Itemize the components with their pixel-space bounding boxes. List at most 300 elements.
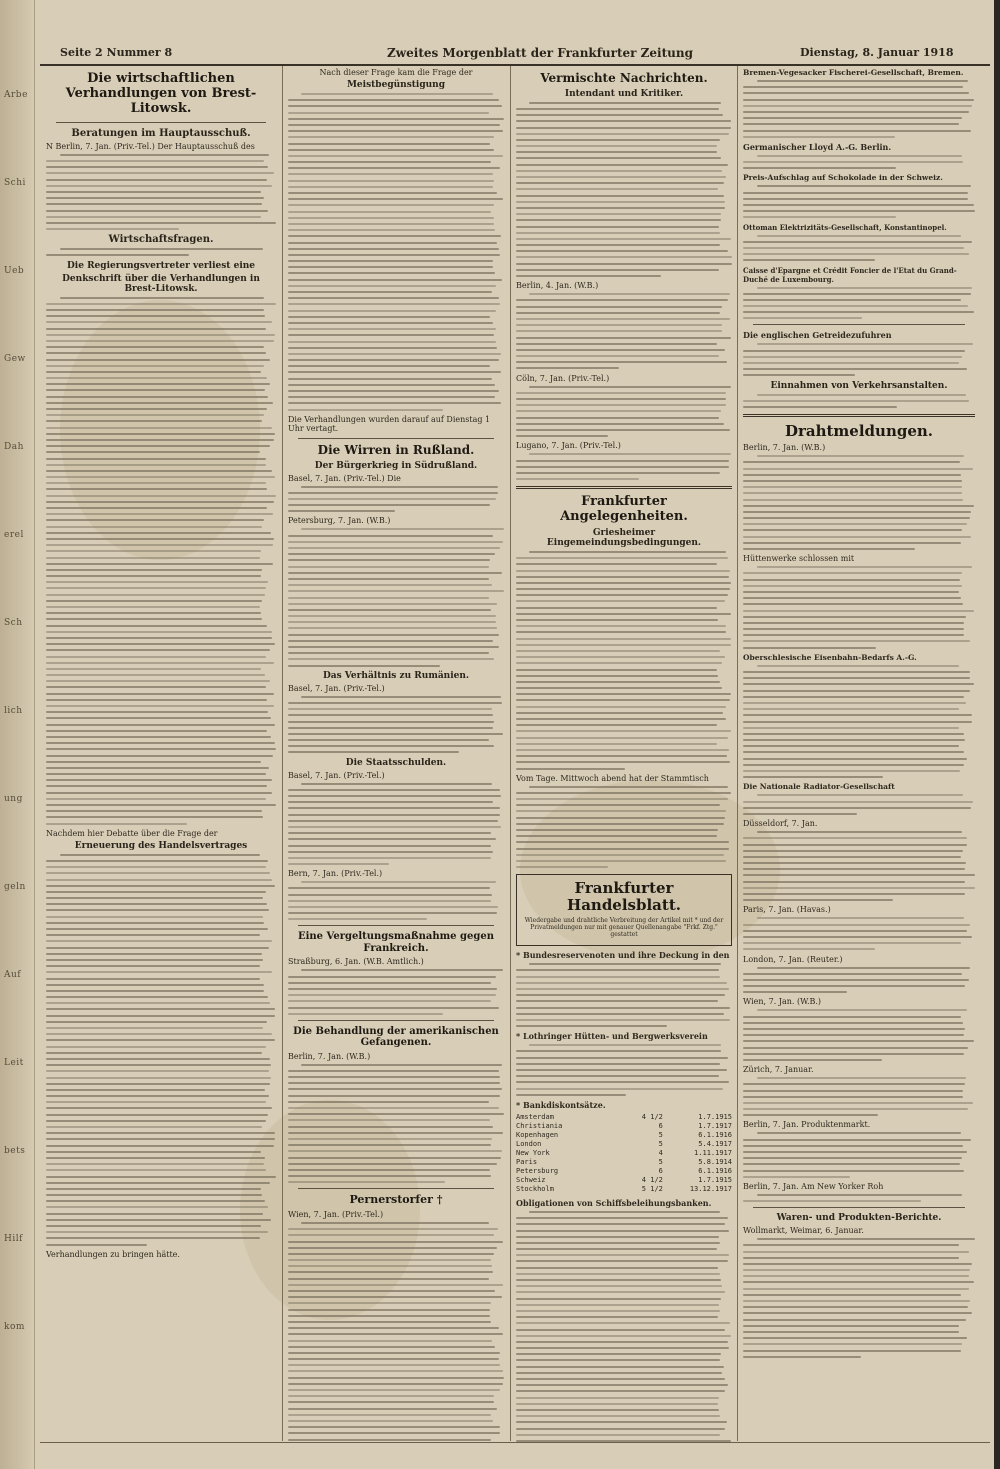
text-line: [743, 991, 847, 993]
text-line: [516, 1248, 717, 1250]
text-line: [46, 222, 276, 224]
text-line: [46, 1182, 270, 1184]
text-line: [46, 501, 274, 503]
item-heading: Die englischen Getreidezufuhren: [743, 330, 892, 341]
text-line: [743, 1350, 961, 1352]
text-line: [516, 151, 717, 153]
text-line: [288, 603, 497, 605]
text-line: [516, 1366, 724, 1368]
text-line: [288, 597, 489, 599]
text-line: [529, 386, 731, 388]
text-line: [288, 279, 502, 281]
text-line: [516, 1000, 718, 1002]
text-line: [46, 1120, 266, 1122]
text-line: [743, 1040, 974, 1042]
text-line: [288, 229, 495, 231]
body-text-block: [288, 486, 504, 513]
text-line: [288, 1377, 504, 1379]
text-line: [46, 1039, 275, 1041]
text-line: [46, 1070, 269, 1072]
text-line: [288, 1358, 499, 1360]
body-text-block: [743, 343, 975, 376]
text-line: [516, 120, 731, 122]
binding-fragment: Schi: [4, 178, 26, 188]
text-line: [46, 1194, 262, 1196]
text-line: [288, 553, 495, 555]
text-line: [743, 758, 967, 760]
text-line: [301, 696, 501, 698]
text-line: [288, 627, 497, 629]
text-line: [288, 1420, 493, 1422]
text-line: [46, 717, 271, 719]
text-line: [516, 563, 717, 565]
text-line: [743, 844, 967, 846]
text-line: [46, 730, 267, 732]
text-line: [46, 334, 275, 336]
text-line: [288, 149, 494, 151]
dateline: Paris, 7. Jan. (Havas.): [743, 905, 831, 915]
text-line: [288, 1228, 498, 1230]
text-line: [288, 1401, 494, 1403]
text-line: [288, 402, 501, 404]
body-text-block: [743, 394, 975, 408]
text-line: [743, 572, 962, 574]
body-text-block: [516, 1211, 732, 1443]
text-line: [743, 204, 974, 206]
text-line: [743, 1090, 963, 1092]
text-line: [46, 464, 266, 466]
text-line: [288, 248, 499, 250]
text-line: [516, 343, 717, 345]
table-cell: 5: [658, 1139, 663, 1148]
binding-fragment: lich: [4, 706, 23, 716]
text-line: [743, 1114, 878, 1116]
text-line: [516, 638, 731, 640]
text-line: [516, 1372, 722, 1374]
text-line: [516, 355, 719, 357]
text-line: [516, 219, 721, 221]
text-line: [516, 1069, 727, 1071]
text-line: [743, 161, 963, 163]
text-line: [743, 511, 971, 513]
text-line: [743, 708, 959, 710]
text-line: [516, 1353, 721, 1355]
text-line: [288, 1327, 499, 1329]
text-line: [743, 622, 964, 624]
handelsblatt-tagline: Wiedergabe und drahtliche Verbreitung der Artikel mit * und der Privatmeldungen nur mit genauer Quellenangabe "Frkf. Ztg." gestattet: [524, 916, 724, 939]
text-line: [46, 315, 265, 317]
text-line: [46, 228, 179, 230]
text-line: [288, 223, 494, 225]
text-line: [743, 985, 965, 987]
text-line: [743, 1028, 965, 1030]
text-line: [743, 770, 960, 772]
text-line: [743, 529, 962, 531]
body-text-block: [743, 831, 975, 901]
text-line: [743, 117, 962, 119]
item-heading: * Bundesreservenoten und ihre Deckung in den: [516, 950, 730, 961]
text-line: [288, 1107, 499, 1109]
text-line: [743, 733, 964, 735]
text-line: [743, 1102, 973, 1104]
binding-fragment: Arbe: [4, 90, 28, 100]
divider: [56, 122, 266, 123]
text-line: [288, 105, 502, 107]
text-line: [46, 761, 261, 763]
text-line: [288, 316, 490, 318]
text-line: [301, 881, 496, 883]
text-line: [743, 1337, 967, 1339]
text-line: [516, 582, 731, 584]
text-line: [288, 912, 497, 914]
text-line: [516, 312, 720, 314]
binding-fragment: Gew: [4, 354, 26, 364]
table-cell: 5.4.1917: [698, 1139, 732, 1148]
text-line: [516, 798, 728, 800]
text-line: [743, 1034, 964, 1036]
text-line: [46, 686, 266, 688]
text-line: [516, 681, 720, 683]
text-line: [516, 238, 731, 240]
text-line: [516, 768, 625, 770]
text-line: [516, 817, 725, 819]
text-line: [288, 1302, 491, 1304]
text-line: [288, 334, 494, 336]
text-line: [288, 130, 503, 132]
text-line: [46, 810, 262, 812]
text-line: [516, 170, 722, 172]
text-line: [743, 585, 962, 587]
text-line: [46, 519, 264, 521]
subhead-regierung: Die Regierungsvertreter verliest eine: [66, 260, 256, 271]
text-line: [516, 250, 728, 252]
text-line: [757, 1194, 963, 1196]
body-text-block: [288, 969, 504, 1014]
text-line: [516, 699, 730, 701]
text-line: [516, 619, 718, 621]
table-cell: Amsterdam: [516, 1112, 554, 1121]
text-line: [516, 1298, 721, 1300]
text-line: [516, 576, 729, 578]
item-heading: Germanischer Lloyd A.-G. Berlin.: [743, 141, 892, 152]
table-row: [516, 1122, 732, 1131]
text-line: [516, 1421, 727, 1423]
table-cell: Christiania: [516, 1121, 563, 1130]
text-line: [288, 1175, 491, 1177]
text-line: [743, 1288, 969, 1290]
subhead-staatsschulden: Die Staatsschulden.: [345, 757, 447, 768]
text-line: [301, 969, 503, 971]
column-footer-text: Verhandlungen zu bringen hätte.: [46, 1249, 180, 1259]
text-line: [288, 615, 496, 617]
text-line: [516, 182, 724, 184]
text-line: [743, 253, 969, 255]
text-line: [46, 785, 267, 787]
text-line: [743, 702, 966, 704]
text-line: [288, 1278, 489, 1280]
text-line: [516, 145, 717, 147]
text-line: [516, 1057, 728, 1059]
body-text-block: [288, 1222, 504, 1443]
text-line: [516, 1088, 723, 1090]
text-line: [288, 136, 494, 138]
text-line: [743, 247, 964, 249]
text-line: [46, 909, 269, 911]
text-line: [46, 581, 268, 583]
text-line: [46, 1021, 267, 1023]
body-tail: Vom Tage. Mittwoch abend hat der Stammtisch: [516, 773, 709, 783]
body-tail: Die Verhandlungen wurden darauf auf Dienstag 1 Uhr vertagt.: [288, 414, 491, 433]
text-line: [743, 517, 970, 519]
text-line: [529, 551, 726, 553]
text-line: [288, 365, 490, 367]
dateline: Zürich, 7. Januar.: [743, 1065, 814, 1075]
text-line: [516, 1434, 720, 1436]
text-line: [46, 210, 268, 212]
text-line: [516, 570, 730, 572]
table-cell: 5: [658, 1130, 663, 1139]
text-line: [743, 1059, 882, 1061]
text-line: [516, 835, 717, 837]
text-line: [516, 792, 731, 794]
text-line: [516, 730, 731, 732]
text-line: [46, 513, 273, 515]
text-line: [757, 394, 966, 396]
text-line: [516, 213, 721, 215]
text-line: [516, 1013, 724, 1015]
text-line: [288, 640, 493, 642]
text-line: [516, 693, 731, 695]
text-line: [743, 850, 963, 852]
dateline: Lugano, 7. Jan. (Priv.-Tel.): [516, 441, 621, 451]
text-line: [46, 1145, 274, 1147]
text-line: [60, 854, 260, 856]
column-2: [288, 68, 504, 1443]
text-line: [46, 166, 268, 168]
text-line: [516, 1415, 720, 1417]
column-1: [46, 68, 276, 1443]
text-line: [288, 1101, 489, 1103]
body-text-block: [743, 794, 975, 815]
text-line: [46, 606, 260, 608]
text-line: [301, 1064, 502, 1066]
text-line: [46, 172, 274, 174]
text-line: [743, 1022, 963, 1024]
text-line: [743, 616, 966, 618]
body-text-block: [743, 1238, 975, 1358]
text-line: [288, 721, 494, 723]
text-line: [516, 988, 729, 990]
dateline: Basel, 7. Jan. (Priv.-Tel.): [288, 770, 385, 780]
text-line: [46, 216, 261, 218]
text-line: [516, 1254, 729, 1256]
text-line: [46, 396, 268, 398]
text-line: [516, 1025, 667, 1027]
text-line: [757, 235, 961, 237]
text-line: [516, 318, 730, 320]
text-line: [46, 1064, 271, 1066]
text-line: [516, 330, 722, 332]
text-line: [743, 1263, 972, 1265]
body-text: Hüttenwerke schlossen mit: [743, 554, 855, 564]
text-line: [516, 195, 724, 197]
text-line: [743, 1163, 960, 1165]
divider: [753, 1207, 965, 1208]
text-line: [288, 353, 501, 355]
text-line: [288, 845, 491, 847]
column-separator: [510, 66, 511, 1441]
text-line: [46, 402, 273, 404]
column-4: [743, 68, 975, 1443]
text-line: [288, 242, 497, 244]
text-line: [46, 1151, 261, 1153]
text-line: [516, 361, 727, 363]
text-line: [516, 1285, 722, 1287]
text-line: [516, 1217, 728, 1219]
text-line: [516, 275, 661, 277]
text-line: [46, 965, 260, 967]
text-line: [516, 675, 718, 677]
body-text-block: [743, 1009, 975, 1061]
text-line: [301, 783, 492, 785]
body-text-block: [743, 1077, 975, 1116]
text-line: [46, 1008, 275, 1010]
text-line: [46, 569, 262, 571]
text-line: [516, 1007, 730, 1009]
text-line: [288, 173, 493, 175]
text-line: [516, 1094, 626, 1096]
text-line: [516, 404, 726, 406]
text-line: [516, 724, 717, 726]
item-heading: Waren- und Produkten-Berichte.: [776, 1213, 942, 1224]
text-line: [288, 192, 497, 194]
table-cell: 6.1.1916: [698, 1130, 732, 1139]
text-line: [743, 368, 967, 370]
text-line: [743, 745, 959, 747]
text-line: [516, 337, 731, 339]
text-line: [46, 940, 272, 942]
table-row: [516, 1176, 732, 1185]
text-line: [288, 1150, 502, 1152]
binding-fragment: Ueb: [4, 266, 25, 276]
text-line: [516, 613, 731, 615]
text-line: [516, 650, 720, 652]
text-line: [743, 1145, 963, 1147]
text-line: [743, 936, 972, 938]
text-line: [743, 406, 897, 408]
divider: [298, 925, 494, 926]
text-line: [46, 328, 266, 330]
table-cell: 4 1/2: [641, 1112, 663, 1121]
body-text-block: [743, 185, 975, 218]
text-line: [743, 727, 959, 729]
text-line: [516, 1335, 731, 1337]
text-line: [46, 1101, 266, 1103]
text-line: [757, 80, 968, 82]
text-line: [743, 1244, 959, 1246]
text-line: [757, 343, 973, 345]
text-line: [288, 198, 503, 200]
text-line: [46, 656, 266, 658]
text-line: [516, 687, 722, 689]
text-line: [46, 724, 275, 726]
table-cell: London: [516, 1139, 542, 1148]
text-line: [743, 1275, 969, 1277]
text-line: [743, 123, 959, 125]
divider: [298, 438, 494, 439]
table-row: [516, 1131, 732, 1140]
text-line: [46, 879, 272, 881]
text-line: [46, 996, 268, 998]
subhead-wirtschaftsfragen: Wirtschaftsfragen.: [108, 234, 214, 246]
dateline: Cöln, 7. Jan. (Priv.-Tel.): [516, 373, 610, 383]
text-line: [529, 1044, 721, 1046]
text-line: [288, 1383, 503, 1385]
text-line: [516, 232, 720, 234]
text-line: [288, 665, 440, 667]
dateline: Basel, 7. Jan. (Priv.-Tel.) Die: [288, 473, 401, 483]
dateline: N Berlin, 7. Jan. (Priv.-Tel.) Der Hauptausschuß des: [46, 141, 255, 151]
text-line: [46, 321, 272, 323]
text-line: [288, 1364, 500, 1366]
text-line: [516, 392, 726, 394]
text-line: [288, 1000, 491, 1002]
text-line: [743, 198, 968, 200]
text-line: [743, 210, 975, 212]
dateline: Wien, 7. Jan. (W.B.): [743, 997, 822, 1007]
text-line: [46, 1132, 275, 1134]
text-line: [288, 801, 493, 803]
text-line: [288, 826, 501, 828]
subhead-denkschrift: Denkschrift über die Verhandlungen in Brest-Litowsk.: [62, 273, 260, 294]
text-line: [288, 167, 500, 169]
masthead-rule: [40, 64, 990, 66]
text-line: [516, 1291, 725, 1293]
text-line: [516, 969, 719, 971]
table-cell: 6.1.1916: [698, 1166, 732, 1175]
text-line: [46, 1244, 147, 1246]
text-line: [46, 563, 273, 565]
text-line: [743, 1312, 972, 1314]
text-line: [46, 575, 261, 577]
text-line: [743, 597, 961, 599]
text-line: [46, 984, 264, 986]
text-line: [46, 160, 264, 162]
subhead-rumaenien: Das Verhältnis zu Rumänien.: [322, 670, 470, 681]
text-line: [743, 714, 972, 716]
dateline: Straßburg, 6. Jan. (W.B. Amtlich.): [288, 957, 424, 967]
text-line: [46, 674, 265, 676]
text-line: [288, 384, 495, 386]
text-line: [743, 1157, 962, 1159]
text-line: [46, 439, 274, 441]
text-line: [743, 610, 974, 612]
text-line: [46, 1138, 275, 1140]
text-line: [743, 105, 972, 107]
text-line: [46, 872, 270, 874]
text-line: [288, 535, 493, 537]
paper-title: Zweites Morgenblatt der Frankfurter Zeitung: [387, 46, 693, 60]
body-text-block: [743, 1194, 975, 1202]
text-line: [46, 891, 266, 893]
text-line: [288, 341, 496, 343]
text-line: [516, 743, 717, 745]
text-line: [46, 1157, 265, 1159]
text-line: [288, 1007, 499, 1009]
text-line: [757, 917, 964, 919]
text-line: [46, 649, 270, 651]
text-line: [288, 161, 491, 163]
